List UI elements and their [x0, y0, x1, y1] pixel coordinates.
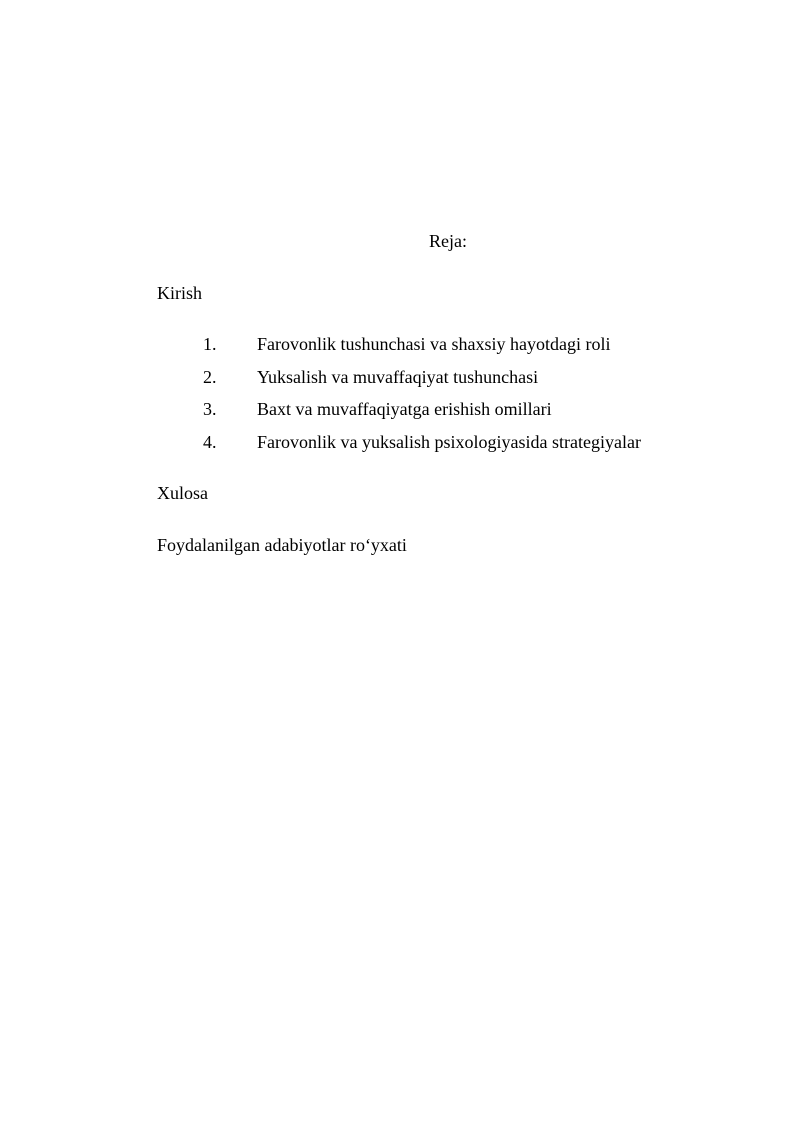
list-item-number: 4.	[203, 432, 217, 452]
list-item-text: Farovonlik tushunchasi va shaxsiy hayotdagi roli	[257, 334, 611, 354]
list-item-number: 3.	[203, 399, 217, 419]
list-item-text: Yuksalish va muvaffaqiyat tushunchasi	[257, 367, 539, 387]
plan-title: Reja:	[429, 231, 467, 251]
section-references: Foydalanilgan adabiyotlar ro‘yxati	[157, 535, 407, 555]
section-conclusion: Xulosa	[157, 483, 208, 503]
list-item-text: Baxt va muvaffaqiyatga erishish omillari	[257, 399, 552, 419]
section-introduction: Kirish	[157, 283, 202, 303]
list-item-number: 2.	[203, 367, 217, 387]
list-item-text: Farovonlik va yuksalish psixologiyasida strategiyalar	[257, 432, 641, 452]
list-item-number: 1.	[203, 334, 217, 354]
